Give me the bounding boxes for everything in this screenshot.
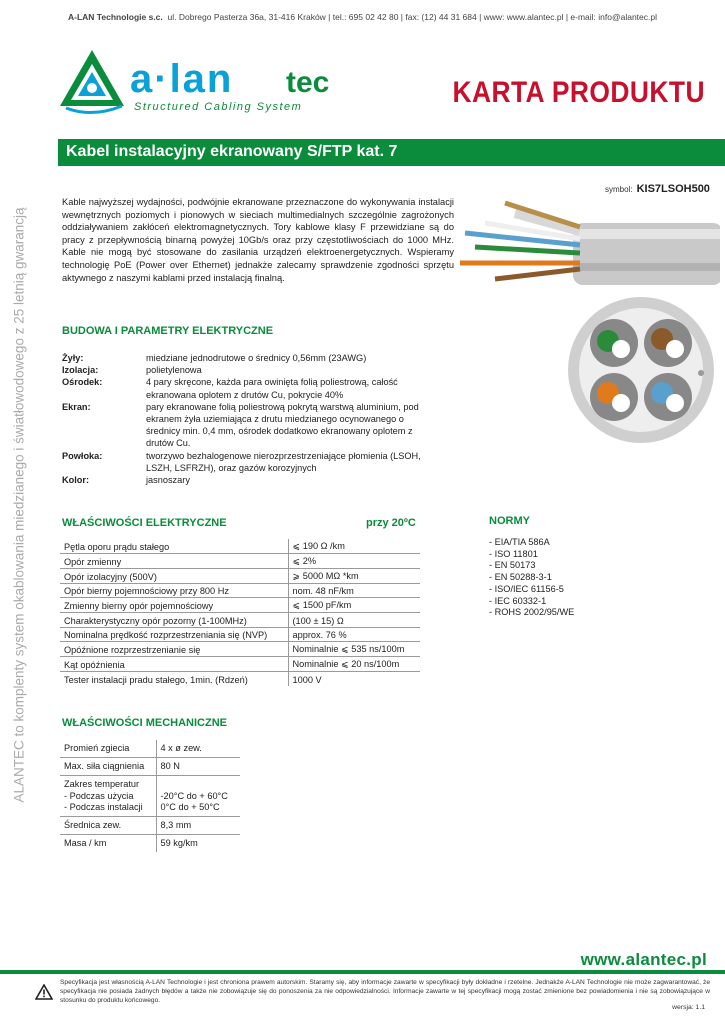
logo-tagline: Structured Cabling System [134, 101, 303, 113]
table-row: Charakterystyczny opór pozorny (1-100MHz) (100 ± 15) Ω [60, 613, 420, 627]
parameters-list [62, 352, 432, 486]
list-item: - IEC 60332-1 [489, 595, 547, 606]
table-row: Opór izolacyjny (500V) ⩾ 5000 MΩ *km [60, 569, 420, 584]
table-row: Zakres temperatur - Podczas użycia - Podczas instalacji -20°C do + 60°C 0°C do + 50°C [60, 776, 240, 817]
disclaimer: Specyfikacja jest własnością A-LAN Technologie i jest chroniona prawem autorskim. Staramy się, aby informacje zawarte w specyfikacji były dokładne i rzetelne. Jednakże A-LAN Technologie nie może zagwarantować, że specyfikacja nie posiada żadnych błędów a także nie zobowiązuje się do ponoszenia za nie odpowiedzialności. Informacje zawarte w tej specyfikacji mogą zostać zmienione bez powiadomienia i nie są zobowiązujące w stosunku do produktu końcowego. [60, 979, 710, 1004]
table-row: Średnica zew. 8,3 mm [60, 817, 240, 835]
company-name: A-LAN Technologie s.c. [68, 12, 163, 22]
table-row: Nominalna prędkość rozprzestrzeniania się (NVP) approx. 76 % [60, 627, 420, 641]
version: wersja: 1.1 [672, 1004, 705, 1011]
param-row: Ośrodek: 4 pary skręcone, każda para owinięta folią poliestrową, całość ekranowana oplotem z drutów Cu, pokrycie 40% [62, 377, 398, 400]
symbol-value: KIS7LSOH500 [636, 183, 710, 195]
contact-line [0, 12, 725, 22]
table-row: Zmienny bierny opór pojemnościowy ⩽ 1500 pF/km [60, 598, 420, 613]
table-row: Opóźnione rozprzestrzenianie się Nominalnie ⩽ 535 ns/100m [60, 642, 420, 657]
param-row: Izolacja: polietylenowa [62, 365, 202, 376]
param-row: Powłoka: tworzywo bezhalogenowe nierozprzestrzeniające płomienia (LSOH, LSZH, LSFRZH), oraz gazów korozyjnych [62, 450, 421, 473]
list-item: - EN 50288-3-1 [489, 572, 552, 583]
document-title: KARTA PRODUKTU [452, 76, 705, 109]
logo-brand: a·lan [130, 57, 234, 101]
symbol-label: symbol: [605, 185, 633, 194]
product-title: Kabel instalacyjny ekranowany S/FTP kat. 7 [58, 139, 725, 166]
standards-list [489, 537, 574, 619]
normy-heading: NORMY [489, 515, 530, 527]
cable-photo [455, 183, 720, 293]
product-description: Kable najwyższej wydajności, podwójnie ekranowane przeznaczone do wykonywania instalacji wewnętrznych poziomych i pionowych w sieciach multimedialnych szczególnie zagrożonych oddziaływaniem zakłóceń elektromagnetycznych. Tory kablowe klasy F przewidziane są do pracy z przepływnością binarną powyżej 10Gb/s oraz przy częstotliwościach do 1000 MHz. Kable nie mogą być stosowane do zasilania urządzeń elektroenergetycznych. Wspieramy technologię PoE (Power over Ethernet) jednakże zalecamy sprawdzenie zgodności sprzętu aktywnego z naszymi kablami przed instalacją finalną. [62, 197, 454, 283]
param-row: Żyły: miedziane jednodrutowe o średnicy 0,56mm (23AWG) [62, 353, 367, 363]
table-row: Opór zmienny ⩽ 2% [60, 554, 420, 569]
list-item: - EN 50173 [489, 560, 536, 571]
table-row: Opór bierny pojemnościowy przy 800 Hz nom. 48 nF/km [60, 584, 420, 598]
electrical-temperature: przy 20ºC [366, 517, 416, 529]
table-row: Tester instalacji pradu stałego, 1min. (Rdzeń) 1000 V [60, 672, 420, 686]
mechanical-heading: WŁAŚCIWOŚCI MECHANICZNE [62, 717, 227, 729]
list-item: - ISO 11801 [489, 548, 538, 559]
budowa-heading: BUDOWA I PARAMETRY ELEKTRYCZNE [62, 325, 274, 337]
warning-icon [35, 984, 53, 1000]
cable-cross-section [566, 295, 716, 445]
param-row: Ekran: pary ekranowane folią poliestrową pokrytą warstwą aluminium, pod ekranem żyła uziemiająca z drutu miedzianego ocynowanego o średnicy min. 0,4 mm, ośrodek dodatkowo ekranowany oplotem z drutów Cu. [62, 401, 419, 449]
list-item: - EIA/TIA 586A [489, 537, 550, 547]
table-row: Pętla oporu prądu stałego ⩽ 190 Ω /km [60, 539, 420, 554]
param-row: Kolor: jasnoszary [62, 475, 190, 486]
contact-details: ul. Dobrego Pasterza 36a, 31-416 Kraków | tel.: 695 02 42 80 | fax: (12) 44 31 684 | www: www.alantec.pl | e-mail: info@alantec.pl [167, 12, 657, 22]
table-row: Masa / km 59 kg/km [60, 835, 240, 853]
list-item: - ROHS 2002/95/WE [489, 607, 575, 618]
list-item: - ISO/IEC 61156-5 [489, 583, 564, 594]
side-slogan: ALANTEC to komplenty system okablowania miedzianego i światłowodowego z 25 letnią gwarancją [11, 207, 27, 803]
logo-suffix: tec [286, 66, 330, 99]
mechanical-table [60, 740, 240, 852]
table-row: Max. siła ciągnienia 80 N [60, 758, 240, 776]
footer-divider [0, 970, 725, 974]
alantec-logo [58, 48, 378, 118]
table-row: Kąt opóźnienia Nominalnie ⩽ 20 ns/100m [60, 657, 420, 672]
electrical-heading: WŁAŚCIWOŚCI ELEKTRYCZNE [62, 517, 227, 529]
website-link[interactable]: www.alantec.pl [580, 950, 707, 969]
table-row: Promień zgiecia 4 x ø zew. [60, 740, 240, 758]
electrical-table [60, 539, 420, 686]
